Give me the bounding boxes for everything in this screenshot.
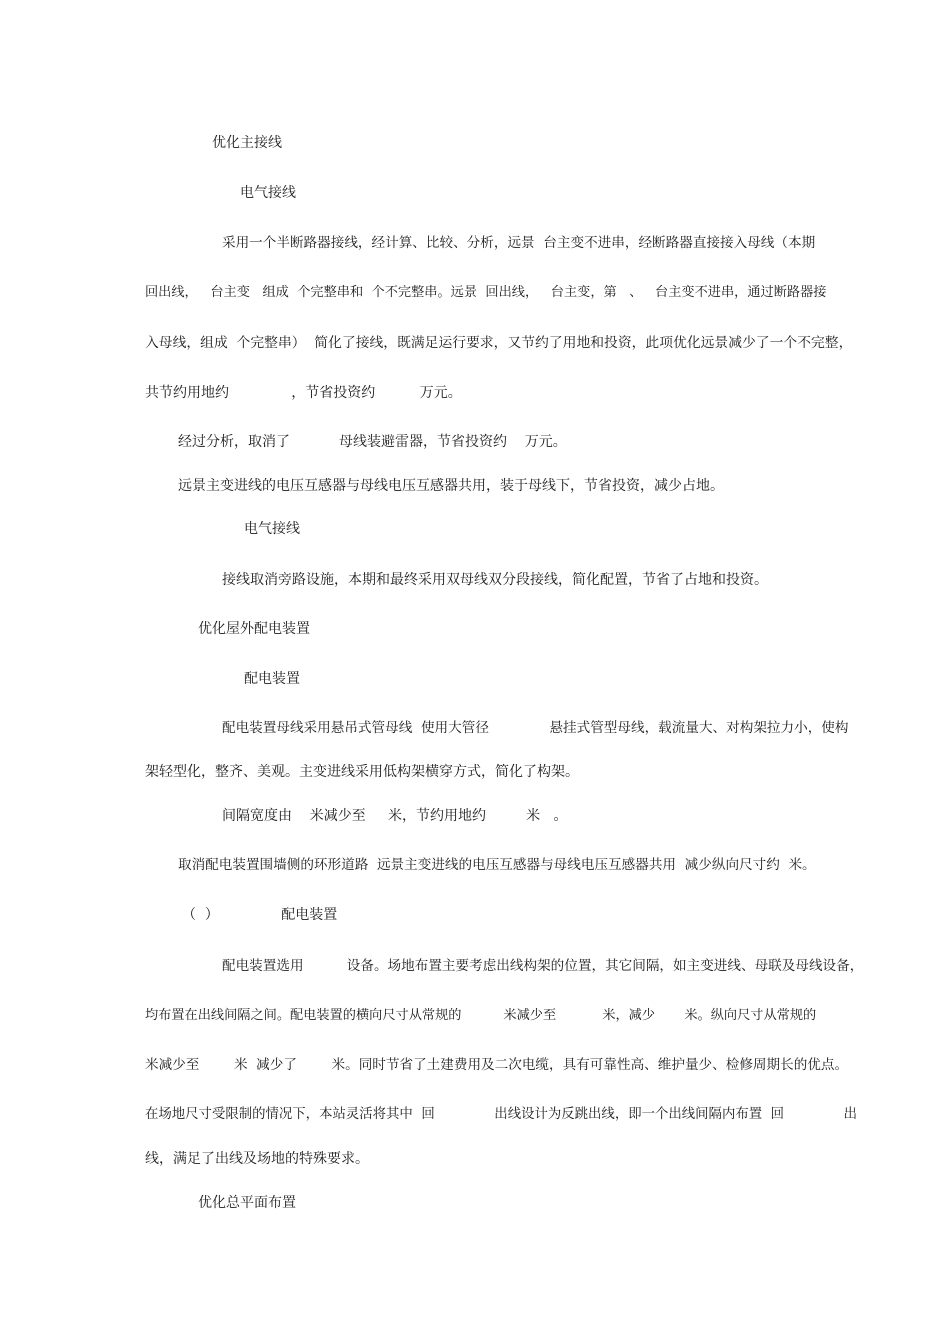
paragraph-1-line-3: 入母线，组成 个完整串） 简化了接线，既满足运行要求，又节约了用地和投资，此项优化远景减少了一个不完整，	[145, 335, 853, 351]
paragraph-8-line-2: 均布置在出线间隔之间。配电装置的横向尺寸从常规的 米减少至 米，减少 米。纵向尺寸从常规的	[145, 1008, 817, 1023]
heading-main-wiring: 优化主接线	[212, 135, 282, 151]
paragraph-8-line-3: 米减少至 米 减少了 米。同时节省了土建费用及二次电缆，具有可靠性高、维护量少、检修周期长的优点。	[145, 1057, 849, 1073]
paragraph-1-line-1: 采用一个半断路器接线，经计算、比较、分析，远景 台主变不进串，经断路器直接接入母线（本期	[222, 235, 816, 251]
paragraph-4: 接线取消旁路设施，本期和最终采用双母线双分段接线，简化配置，节省了占地和投资。	[222, 572, 768, 588]
subheading-electrical-wiring-2: 电气接线	[244, 521, 300, 537]
subheading-switchgear-2: （ ） 配电装置	[182, 907, 338, 923]
paragraph-1-line-2: 回出线， 台主变 组成 个完整串和 个不完整串。远景 回出线， 台主变，第 、 台主变不进串，通过断路器接	[145, 285, 827, 300]
paragraph-6: 间隔宽度由 米减少至 米，节约用地约 米 。	[222, 808, 568, 824]
paragraph-3: 远景主变进线的电压互感器与母线电压互感器共用，装于母线下，节省投资，减少占地。	[178, 478, 724, 494]
subheading-switchgear-1: 配电装置	[244, 671, 300, 687]
heading-outdoor-switchgear: 优化屋外配电装置	[198, 621, 310, 637]
paragraph-1-line-4: 共节约用地约 ，节省投资约 万元。	[145, 385, 462, 401]
paragraph-2: 经过分析，取消了 母线装避雷器，节省投资约 万元。	[178, 434, 567, 450]
heading-general-layout: 优化总平面布置	[198, 1195, 296, 1211]
paragraph-7: 取消配电装置围墙侧的环形道路 远景主变进线的电压互感器与母线电压互感器共用 减少纵向尺寸约 米。	[178, 857, 816, 873]
paragraph-5-line-2: 架轻型化，整齐、美观。主变进线采用低构架横穿方式，简化了构架。	[145, 764, 579, 780]
paragraph-9-line-2: 线，满足了出线及场地的特殊要求。	[145, 1151, 369, 1167]
paragraph-8-line-1: 配电装置选用 设备。场地布置主要考虑出线构架的位置，其它间隔，如主变进线、母联及母线设备，	[222, 958, 864, 974]
subheading-electrical-wiring-1: 电气接线	[240, 185, 296, 201]
paragraph-9-line-1: 在场地尺寸受限制的情况下，本站灵活将其中 回 出线设计为反跳出线，即一个出线间隔内布置 回 出	[145, 1107, 858, 1122]
paragraph-5-line-1: 配电装置母线采用悬吊式管母线 使用大管径 悬挂式管型母线，载流量大、对构架拉力小，使构	[222, 720, 849, 736]
